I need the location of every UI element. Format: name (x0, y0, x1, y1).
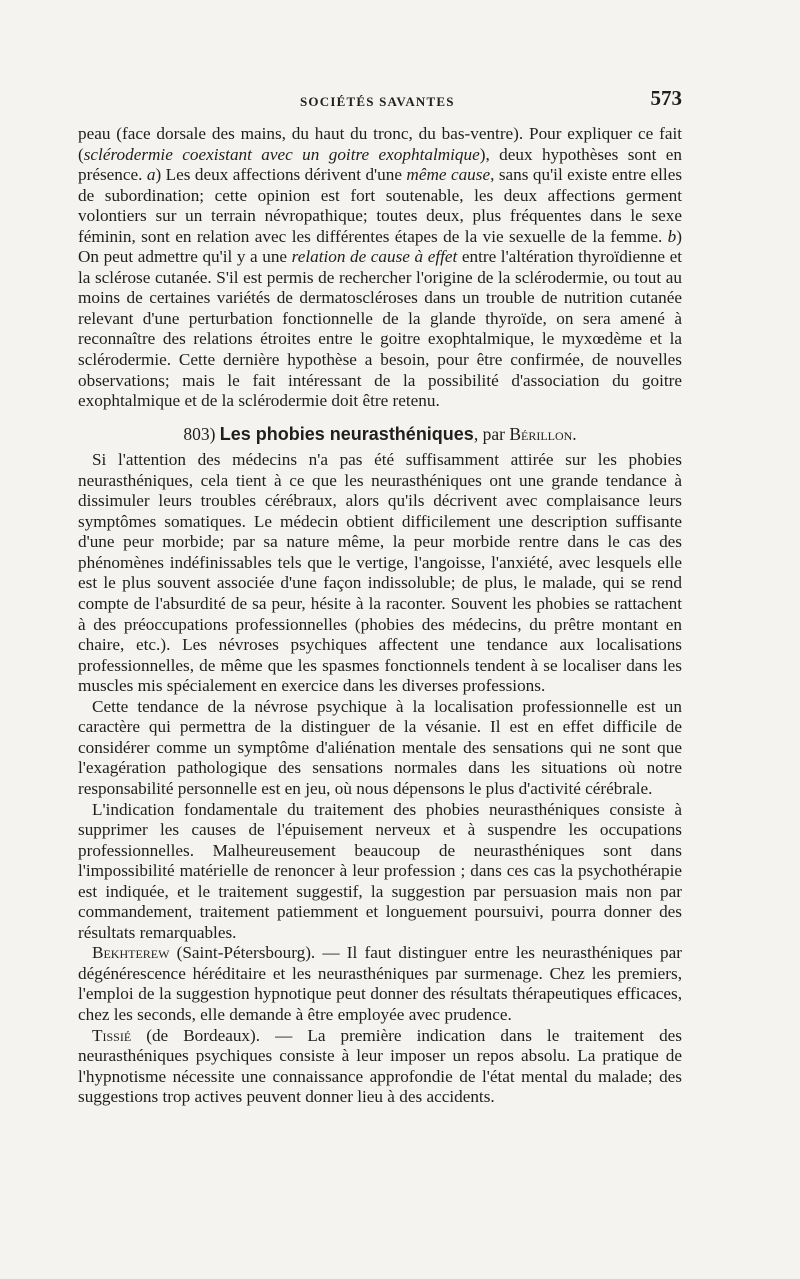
section-number: 803) (183, 423, 216, 444)
page-number: 573 (650, 86, 682, 110)
body-text (78, 124, 682, 1108)
paragraph-bekhterew: Bekhterew (Saint-Pétersbourg). — Il faut distinguer entre les neurasthéniques par dégénérescence héréditaire et les neurasthéniques par surmenage. Chez les premiers, l'emploi de la suggestion hypnotique peut donner des résultats thérapeutiques efficaces, chez les seconds, elle demande à être employée avec prudence. (78, 943, 682, 1024)
paragraph-goitre-sclerodermie: peau (face dorsale des mains, du haut du tronc, du bas-ventre). Pour expliquer ce fait (sclérodermie coexistant avec un goitre exophtalmique), deux hypothèses sont en présence. a) Les deux affections dérivent d'une même cause, sans qu'il existe entre elles de subordination; cette opinion est fort soutenable, les deux affections germent volontiers sur un terrain névropathique; toutes deux, plus fréquentes dans le sexe féminin, sont en relation avec les différentes étapes de la vie sexuelle de la femme. b) On peut admettre qu'il y a une relation de cause à effet entre l'altération thyroïdienne et la sclérose cutanée. S'il est permis de rechercher l'origine de la sclérodermie, ou tout au moins de certaines variétés de dermatoscléroses dans un trouble de nutrition cutanée relevant d'une perturbation fonctionnelle de la glande thyroïde, on sera amené à reconnaître des relations étroites entre le goitre exophtalmique, le myxœdème et la sclérodermie. Cette dernière hypothèse a besoin, pour être confirmée, de nouvelles observations; mais le fait intéressant de la possibilité d'association du goitre exophtalmique et de la sclérodermie doit être retenu. (78, 124, 683, 411)
section-heading: 803) Les phobies neurasthéniques, par Bérillon. (183, 423, 577, 444)
paragraph-nevrose: Cette tendance de la névrose psychique à la localisation professionnelle est un caractère qui permettra de la distinguer de la vésanie. Il est en effet difficile de considérer comme un symptôme d'aliénation mentale des sensations qui ne sont que l'exagération pathologique des sensations normales dans les situations où notre responsabilité personnelle est en jeu, où nous dépensons le plus d'activité cérébrale. (78, 696, 682, 798)
section-author: Bérillon. (509, 423, 577, 444)
author-name: Tissié (92, 1025, 132, 1045)
paragraph-tissie: Tissié (de Bordeaux). — La première indication dans le traitement des neurasthéniques psychiques consiste à leur imposer un repos absolu. La pratique de l'hypnotisme nécessite une connaissance approfondie de l'état mental du malade; des suggestions trop actives peuvent donner lieu à des accidents. (78, 1025, 682, 1107)
author-name: Bekhterew (92, 943, 170, 963)
section-title: Les phobies neurasthéniques (219, 423, 474, 444)
paragraph-phobies: Si l'attention des médecins n'a pas été suffisamment attirée sur les phobies neurasthéniques, cela tient à ce que les neurasthéniques ont une grande tendance à dissimuler leurs troubles cérébraux, alors qu'ils décrivent avec complaisance leurs symptômes somatiques. Le médecin obtient difficilement une description suffisante d'une peur morbide; par sa nature même, la peur morbide rentre dans le cas des phénomènes indéfinissables tels que le vertige, l'angoisse, l'anxiété, avec lesquels elle est le plus souvent associée d'une façon indissoluble; de plus, le malade, qui se rend compte de l'absurdité de sa peur, hésite à la raconter. Souvent les phobies se rattachent à des préoccupations professionnelles (phobies des médecins, du prêtre montant en chaire, etc.). Les névroses psychiques affectent une tendance aux localisations professionnelles, de même que les spasmes fonctionnels tendent à se localiser dans les muscles mis spécialement en exercice dans les diverses professions. (78, 450, 682, 696)
paragraph-traitement: L'indication fondamentale du traitement des phobies neurasthéniques consiste à supprimer les causes de l'épuisement nerveux et à suspendre les occupations professionnelles. Malheureusement beaucoup de neurasthéniques sont dans l'impossibilité matérielle de renoncer à leur profession ; dans ces cas la psychothérapie est indiquée, et le traitement suggestif, la suggestion par persuasion mais non par commandement, traitement patiemment et longuement poursuivi, pourra donner des résultats remarquables. (78, 799, 682, 942)
page-header (78, 86, 682, 114)
running-head: SOCIÉTÉS SAVANTES (300, 94, 455, 109)
